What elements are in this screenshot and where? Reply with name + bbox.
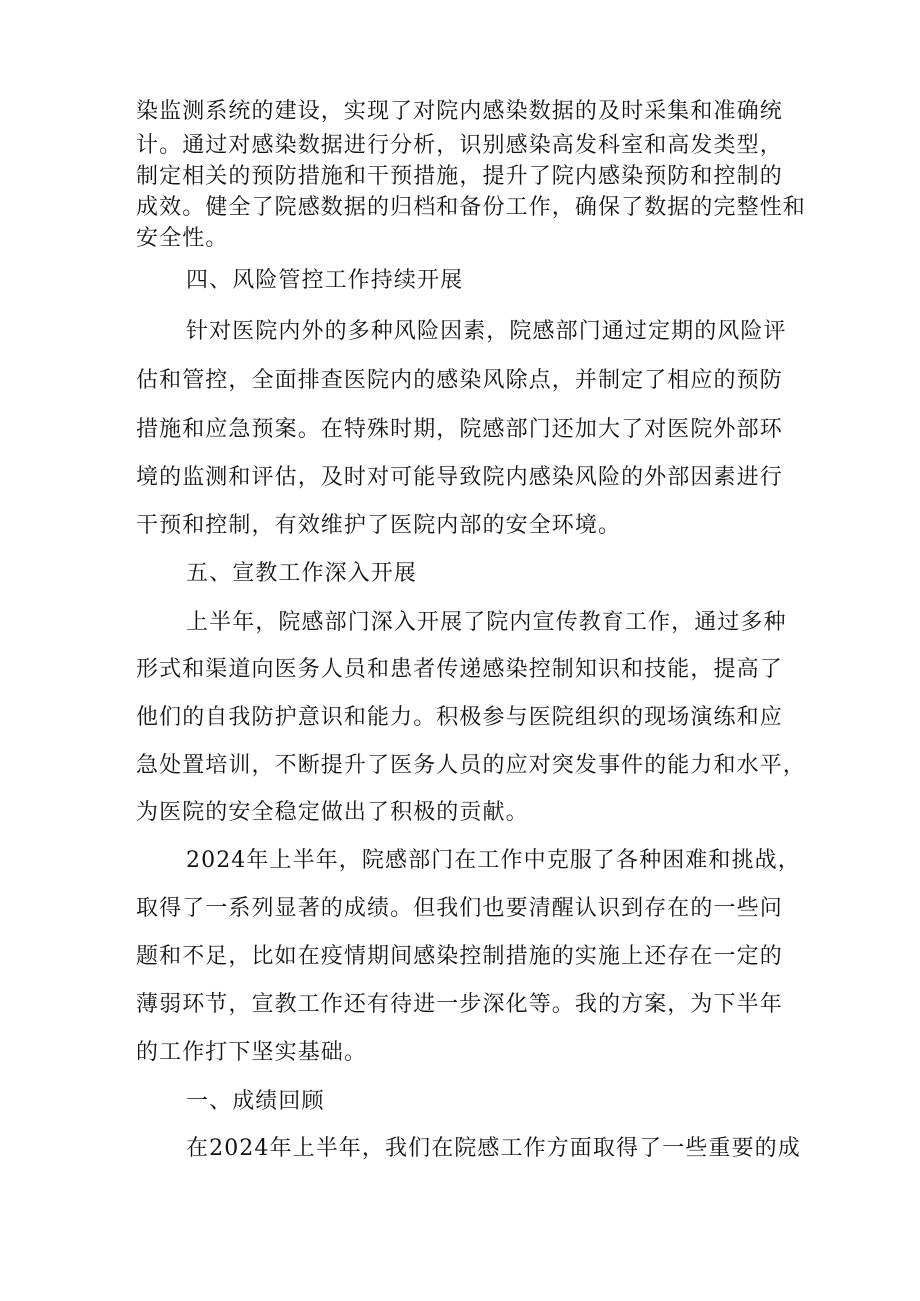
- paragraph-line: 措施和应急预案。在特殊时期，院感部门还加大了对医院外部环: [136, 417, 783, 442]
- paragraph-line: 上半年，院感部门深入开展了院内宣传教育工作，通过多种: [186, 610, 787, 635]
- paragraph-line: 取得了一系列显著的成绩。但我们也要清醒认识到存在的一些问: [136, 896, 783, 921]
- paragraph-line: 在2024年上半年，我们在院感工作方面取得了一些重要的成: [186, 1136, 801, 1161]
- paragraph-line: 估和管控，全面排查医院内的感染风除点，并制定了相应的预防: [136, 368, 783, 393]
- paragraph-line: 2024年上半年，院感部门在工作中克服了各种困难和挑战，: [186, 848, 801, 873]
- paragraph-line: 为医院的安全稳定做出了积极的贡献。: [136, 800, 529, 825]
- paragraph-line: 成效。健全了院感数据的归档和备份工作，确保了数据的完整性和: [136, 195, 806, 220]
- section-heading-education: 五、宣教工作深入开展: [186, 561, 418, 586]
- paragraph-line: 安全性。: [136, 226, 229, 251]
- paragraph-line: 形式和渠道向医务人员和患者传递感染控制知识和技能，提高了: [136, 657, 783, 682]
- paragraph-line: 针对医院内外的多种风险因素，院感部门通过定期的风险评: [186, 319, 787, 344]
- paragraph-line: 他们的自我防护意识和能力。积极参与医院组织的现场演练和应: [136, 705, 783, 730]
- paragraph-line: 急处置培训，不断提升了医务人员的应对突发事件的能力和水平，: [136, 753, 806, 778]
- paragraph-line: 制定相关的预防措施和干预措施，提升了院内感染预防和控制的: [136, 164, 783, 189]
- section-heading-risk-control: 四、风险管控工作持续开展: [186, 268, 464, 293]
- paragraph-line: 染监测系统的建设，实现了对院内感染数据的及时采集和准确统: [136, 99, 783, 124]
- paragraph-line: 的工作打下坚实基础。: [136, 1040, 368, 1065]
- paragraph-line: 计。通过对感染数据进行分析，识别感染高发科室和高发类型，: [136, 133, 783, 158]
- paragraph-line: 薄弱环节，宣教工作还有待进一步深化等。我的方案，为下半年: [136, 992, 783, 1017]
- section-heading-achievements: 一、成绩回顾: [186, 1089, 325, 1114]
- paragraph-line: 干预和控制，有效维护了医院内部的安全环境。: [136, 513, 622, 538]
- paragraph-line: 题和不足，比如在疫情期间感染控制措施的实施上还存在一定的: [136, 944, 783, 969]
- paragraph-line: 境的监测和评估，及时对可能导致院内感染风险的外部因素进行: [136, 465, 783, 490]
